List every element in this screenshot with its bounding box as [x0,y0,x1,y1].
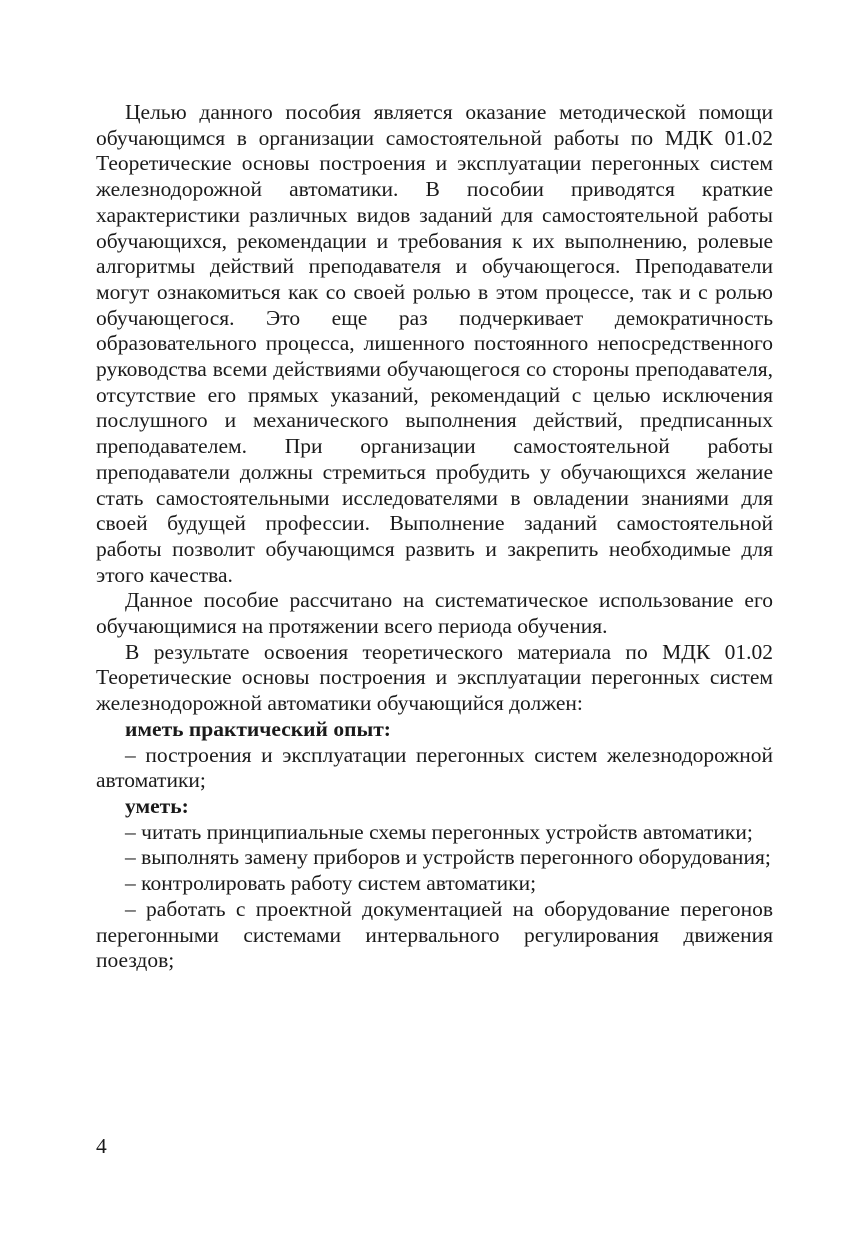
paragraph-outcomes: В результате освоения теоретического материала по МДК 01.02 Теоретические основы построения и эксплуатации перегонных систем железнодорожной автоматики обучающийся должен: [96,639,773,716]
paragraph-purpose: Целью данного пособия является оказание методической помощи обучающимся в организации самостоятельной работы по МДК 01.02 Теоретические основы построения и эксплуатации перегонных систем железнодорожной автоматики. В пособии приводятся краткие характеристики различных видов заданий для самостоятельной работы обучающихся, рекомендации и требования к их выполнению, ролевые алгоритмы действий преподавателя и обучающегося. Преподаватели могут ознакомиться как со своей ролью в этом процессе, так и с ролью обучающегося. Это еще раз подчеркивает демократичность образовательного процесса, лишенного постоянного непосредственного руководства всеми действиями обучающегося со стороны преподавателя, отсутствие его прямых указаний, рекомендаций с целью исключения послушного и механического выполнения действий, предписанных преподавателем. При организации самостоятельной работы преподаватели должны стремиться пробудить у обучающихся желание стать самостоятельными исследователями в овладении знаниями для своей будущей профессии. Выполнение заданий самостоятельной работы позволит обучающимся развить и закрепить необходимые для этого качества. [96,100,773,587]
list-item-skill: – выполнять замену приборов и устройств перегонного оборудования; [125,845,771,870]
list-item-experience: – построения и эксплуатации перегонных систем железнодорожной автоматики; [96,742,773,793]
heading-practical-experience: иметь практический опыт: [125,716,391,741]
page-body [96,100,773,974]
paragraph-usage: Данное пособие рассчитано на систематическое использование его обучающимися на протяжении всего периода обучения. [96,588,773,639]
list-item-skill: – читать принципиальные схемы перегонных устройств автоматики; [125,819,753,844]
list-item-skill: – контролировать работу систем автоматики; [125,871,537,896]
page-number: 4 [96,1134,107,1158]
list-item-skill: – работать с проектной документацией на оборудование перегонов перегонными системами интервального регулирования движения поездов; [96,896,773,973]
heading-skills: уметь: [125,793,189,818]
